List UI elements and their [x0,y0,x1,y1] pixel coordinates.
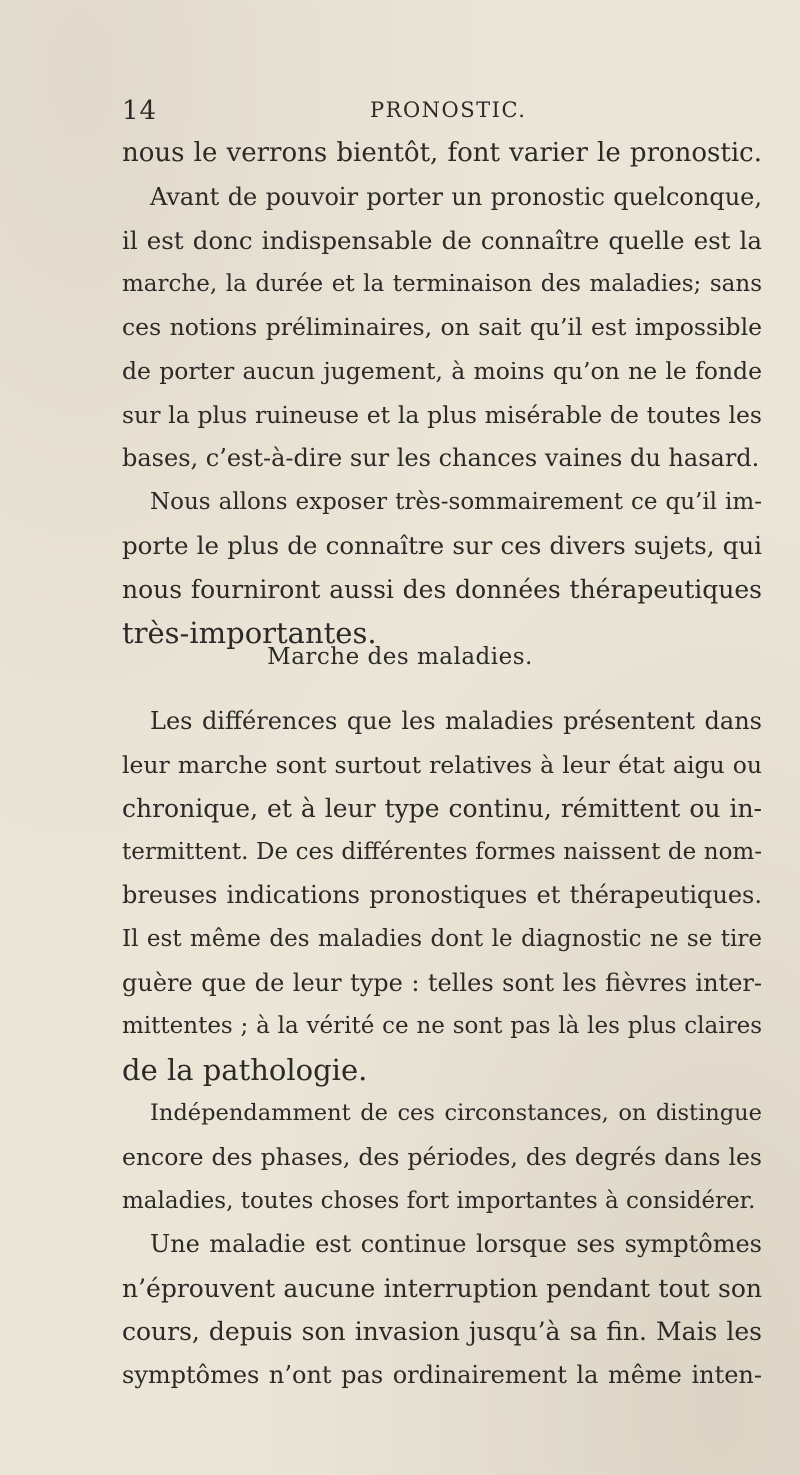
text-line: Il est même des maladies dont le diagnostic ne se tire [122,925,762,952]
text-line: porte le plus de connaître sur ces divers sujets, qui [122,531,762,561]
text-line: cours, depuis son invasion jusqu’à sa fin. Mais les [122,1317,762,1347]
text-line: il est donc indispensable de connaître quelle est la [122,226,762,256]
text-line: termittent. De ces différentes formes naissent de nom- [122,838,762,865]
text-line: Avant de pouvoir porter un pronostic quelconque, [150,182,762,211]
paragraph-block-marche [122,700,762,1398]
text-line: Une maladie est continue lorsque ses symptômes [150,1230,762,1259]
text-line: guère que de leur type : telles sont les fièvres inter- [122,968,762,997]
text-line: très-importantes. [122,615,377,650]
text-line: nous fourniront aussi des données thérapeutiques [122,574,762,604]
text-line: de la pathologie. [122,1052,368,1087]
running-head: PRONOSTIC. [370,98,527,122]
page-number: 14 [122,96,158,126]
page-header [122,96,702,136]
text-line: mittentes ; à la vérité ce ne sont pas là les plus claires [122,1013,762,1040]
text-line: Indépendamment de ces circonstances, on distingue [150,1100,762,1127]
paragraph-block-intro [122,132,762,655]
text-line: chronique, et à leur type continu, rémittent ou in- [122,794,762,824]
text-line: marche, la durée et la terminaison des maladies; sans [122,270,762,297]
section-title: Marche des maladies. [267,644,533,670]
text-line: sur la plus ruineuse et la plus misérable de toutes les [122,400,762,429]
text-line: symptômes n’ont pas ordinairement la même inten- [122,1360,762,1389]
text-line: Les différences que les maladies présentent dans [150,707,762,735]
text-line: leur marche sont surtout relatives à leur état aigu ou [122,750,762,779]
text-line: bases, c’est-à-dire sur les chances vaines du hasard. [122,444,760,473]
text-line: n’éprouvent aucune interruption pendant tout son [122,1273,762,1303]
text-line: maladies, toutes choses fort importantes à considérer. [122,1187,756,1214]
text-line: breuses indications pronostiques et thérapeutiques. [122,881,762,910]
text-line: Nous allons exposer très-sommairement ce qu’il im- [150,488,762,515]
text-line: de porter aucun jugement, à moins qu’on ne le fonde [122,356,762,385]
text-line: nous le verrons bientôt, font varier le pronostic. [122,138,762,168]
text-line: encore des phases, des périodes, des degrés dans les [122,1142,762,1171]
text-line: ces notions préliminaires, on sait qu’il est impossible [122,313,762,342]
